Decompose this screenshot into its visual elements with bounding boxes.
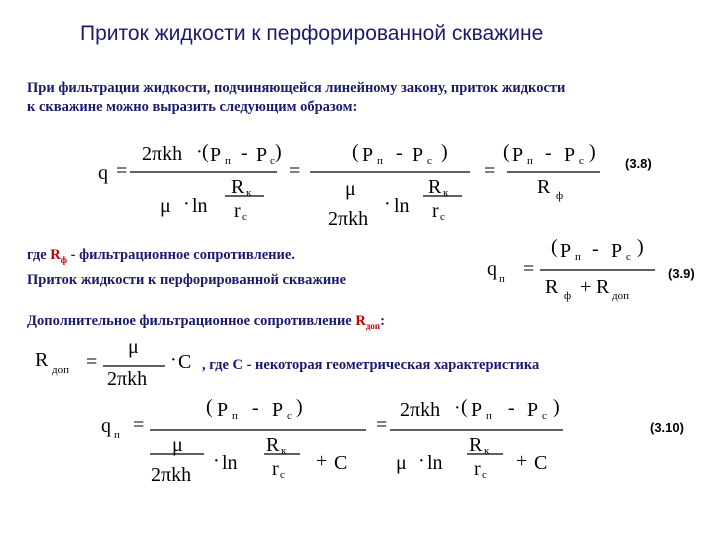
eq38-den1-mu: μ — [160, 195, 171, 217]
eq38-num2-P2: P — [412, 144, 424, 166]
eq38-den2-R: R — [428, 176, 442, 198]
rdop-equals: = — [86, 351, 98, 373]
eq39-num-sub-c: с — [626, 251, 631, 263]
eq38-den3-R: R — [537, 176, 551, 198]
eq39-den-sub-dop: доп — [612, 290, 629, 302]
where-c-text: , где С - некоторая геометрическая характеристика — [202, 357, 540, 373]
eq38-den1-R: R — [231, 176, 245, 198]
eq310-num2-sub-p: п — [486, 410, 492, 422]
eq310-den1-sub-k: к — [281, 445, 287, 457]
eq38-num1-P2: P — [256, 144, 268, 166]
eq38-num3-sub-c: с — [579, 155, 584, 167]
eq38-equals-3: = — [484, 160, 496, 182]
eq38-num3-P1: P — [512, 144, 524, 166]
eq310-num2-lparen: ( — [461, 396, 468, 418]
eq38-num1-sub-p: п — [225, 155, 231, 167]
eq38-den1-sub-k: к — [246, 187, 252, 199]
eq310-q: q — [101, 415, 111, 437]
eq310-den2-mu: μ — [396, 452, 407, 474]
additional-colon: : — [380, 313, 385, 329]
eq38-num3-minus: - — [545, 142, 552, 164]
eq38-num3-P2: P — [564, 144, 576, 166]
eq38-num1-P1: P — [210, 144, 222, 166]
eq310-den2-ln: ln — [427, 452, 443, 474]
eq38-den2-dot: · — [384, 193, 391, 215]
eq38-num2-sub-p: п — [377, 155, 383, 167]
eq38-den2-r: r — [432, 200, 439, 222]
where-prefix: где — [27, 247, 47, 263]
eq38-equals-1: = — [116, 160, 128, 182]
eq38-den1-r: r — [234, 200, 241, 222]
rdop-R: R — [35, 349, 49, 371]
eq38-num2-sub-c: с — [427, 155, 432, 167]
equation-label-3-10: (3.10) — [650, 420, 684, 435]
eq310-equals-2: = — [376, 414, 388, 436]
eq39-num-minus: - — [592, 238, 599, 260]
eq310-den2-plus: + — [516, 450, 528, 472]
eq38-num3-lparen: ( — [503, 141, 510, 163]
eq310-num2-P1: P — [471, 399, 483, 421]
eq38-den2-ln: ln — [394, 195, 410, 217]
eq310-den2-r: r — [474, 458, 481, 480]
eq38-den2-sub-c: с — [440, 211, 445, 223]
eq38-num3-rparen: ) — [589, 141, 596, 163]
eq39-num-P1: P — [560, 240, 572, 262]
rdop-2pikh: 2πkh — [107, 368, 148, 390]
eq38-den1-ln: ln — [192, 195, 208, 217]
eq310-num1-sub-p: п — [232, 410, 238, 422]
eq310-num2-minus: - — [508, 397, 515, 419]
eq38-num1-2pikh: 2πkh — [142, 143, 183, 165]
eq310-den1-ln: ln — [222, 452, 238, 474]
eq310-num1-P1: P — [217, 399, 229, 421]
eq39-q: q — [487, 258, 497, 280]
section-heading-perforated: Приток жидкости к перфорированной скважине — [27, 272, 347, 288]
eq310-den1-sub-c: с — [280, 469, 285, 481]
rdop-symbol: R — [355, 313, 366, 329]
eq310-num2-rparen: ) — [553, 396, 560, 418]
eq310-den2-C: С — [534, 452, 548, 474]
eq39-num-rparen: ) — [637, 236, 644, 258]
intro-line-2: к скважине можно выразить следующим образом: — [27, 99, 358, 115]
rdop-dot: · — [170, 349, 177, 371]
rdop-C: C — [178, 351, 192, 373]
eq39-q-sub: п — [499, 273, 505, 285]
rdop-sub: доп — [52, 364, 69, 376]
eq310-num2-sub-c: с — [542, 410, 547, 422]
eq39-equals: = — [523, 258, 535, 280]
page-title: Приток жидкости к перфорированной скважине — [80, 22, 544, 45]
eq39-den-R1: R — [545, 276, 559, 298]
eq38-den1-dot: · — [183, 193, 190, 215]
eq310-num2-2pikh: 2πkh — [400, 399, 441, 421]
eq310-den1-r: r — [272, 458, 279, 480]
eq310-den1-dot: · — [213, 450, 220, 472]
eq38-num2-lparen: ( — [352, 141, 359, 163]
eq38-equals-2: = — [289, 160, 301, 182]
eq310-num1-minus: - — [252, 397, 259, 419]
eq39-den-sub-f: ф — [564, 290, 572, 302]
eq38-num1-dot: · — [196, 141, 203, 163]
eq310-num1-sub-c: с — [287, 410, 292, 422]
eq38-num2-rparen: ) — [441, 141, 448, 163]
additional-text: Дополнительное фильтрационное сопротивление — [27, 313, 352, 329]
eq310-num2-P2: P — [527, 399, 539, 421]
eq310-den1-mu: μ — [172, 434, 183, 456]
eq310-den1-C: C — [334, 452, 348, 474]
eq310-den1-R: R — [266, 434, 280, 456]
where-rf-text — [27, 247, 295, 265]
eq38-den1-sub-c: с — [242, 211, 247, 223]
eq310-den1-2pikh: 2πkh — [151, 464, 192, 486]
eq39-den-R2: R — [596, 276, 610, 298]
additional-resistance-text — [27, 313, 385, 331]
eq310-q-sub: п — [114, 429, 120, 441]
eq39-num-lparen: ( — [551, 236, 558, 258]
eq38-num2-P1: P — [362, 144, 374, 166]
intro-line-1: При фильтрации жидкости, подчиняющейся линейному закону, приток жидкости — [27, 80, 566, 96]
eq310-equals-1: = — [133, 414, 145, 436]
eq310-den2-sub-k: к — [484, 445, 490, 457]
eq38-q: q — [98, 162, 108, 184]
eq39-num-P2: P — [611, 240, 623, 262]
eq310-num2-dot: · — [454, 397, 461, 419]
eq310-num1-P2: P — [272, 399, 284, 421]
eq38-num3-sub-p: п — [527, 155, 533, 167]
eq310-den2-dot: · — [418, 450, 425, 472]
eq310-num1-rparen: ) — [296, 396, 303, 418]
equation-label-3-8: (3.8) — [625, 156, 652, 171]
eq38-den3-sub-f: ф — [556, 190, 564, 202]
rf-symbol-sub: ф — [60, 254, 67, 265]
rdop-symbol-sub: доп — [365, 320, 381, 331]
eq38-num1-minus: - — [241, 142, 248, 164]
rdop-mu: μ — [128, 336, 139, 358]
eq39-num-sub-p: п — [575, 251, 581, 263]
rf-symbol: R — [50, 247, 61, 263]
eq38-den2-sub-k: к — [443, 187, 449, 199]
eq38-num1-lparen: ( — [202, 141, 209, 163]
eq38-den2-mu: μ — [345, 178, 356, 200]
eq310-den1-plus: + — [316, 450, 328, 472]
eq38-num1-rparen: ) — [275, 141, 282, 163]
eq310-num1-lparen: ( — [206, 396, 213, 418]
eq310-den2-R: R — [469, 434, 483, 456]
where-suffix: - фильтрационное сопротивление. — [70, 247, 295, 263]
eq39-den-plus: + — [580, 276, 592, 298]
eq38-num2-minus: - — [396, 142, 403, 164]
eq38-num1-sub-c: с — [270, 155, 275, 167]
eq38-den2-2pikh: 2πkh — [328, 208, 369, 230]
equation-label-3-9: (3.9) — [668, 266, 695, 281]
eq310-den2-sub-c: с — [482, 469, 487, 481]
